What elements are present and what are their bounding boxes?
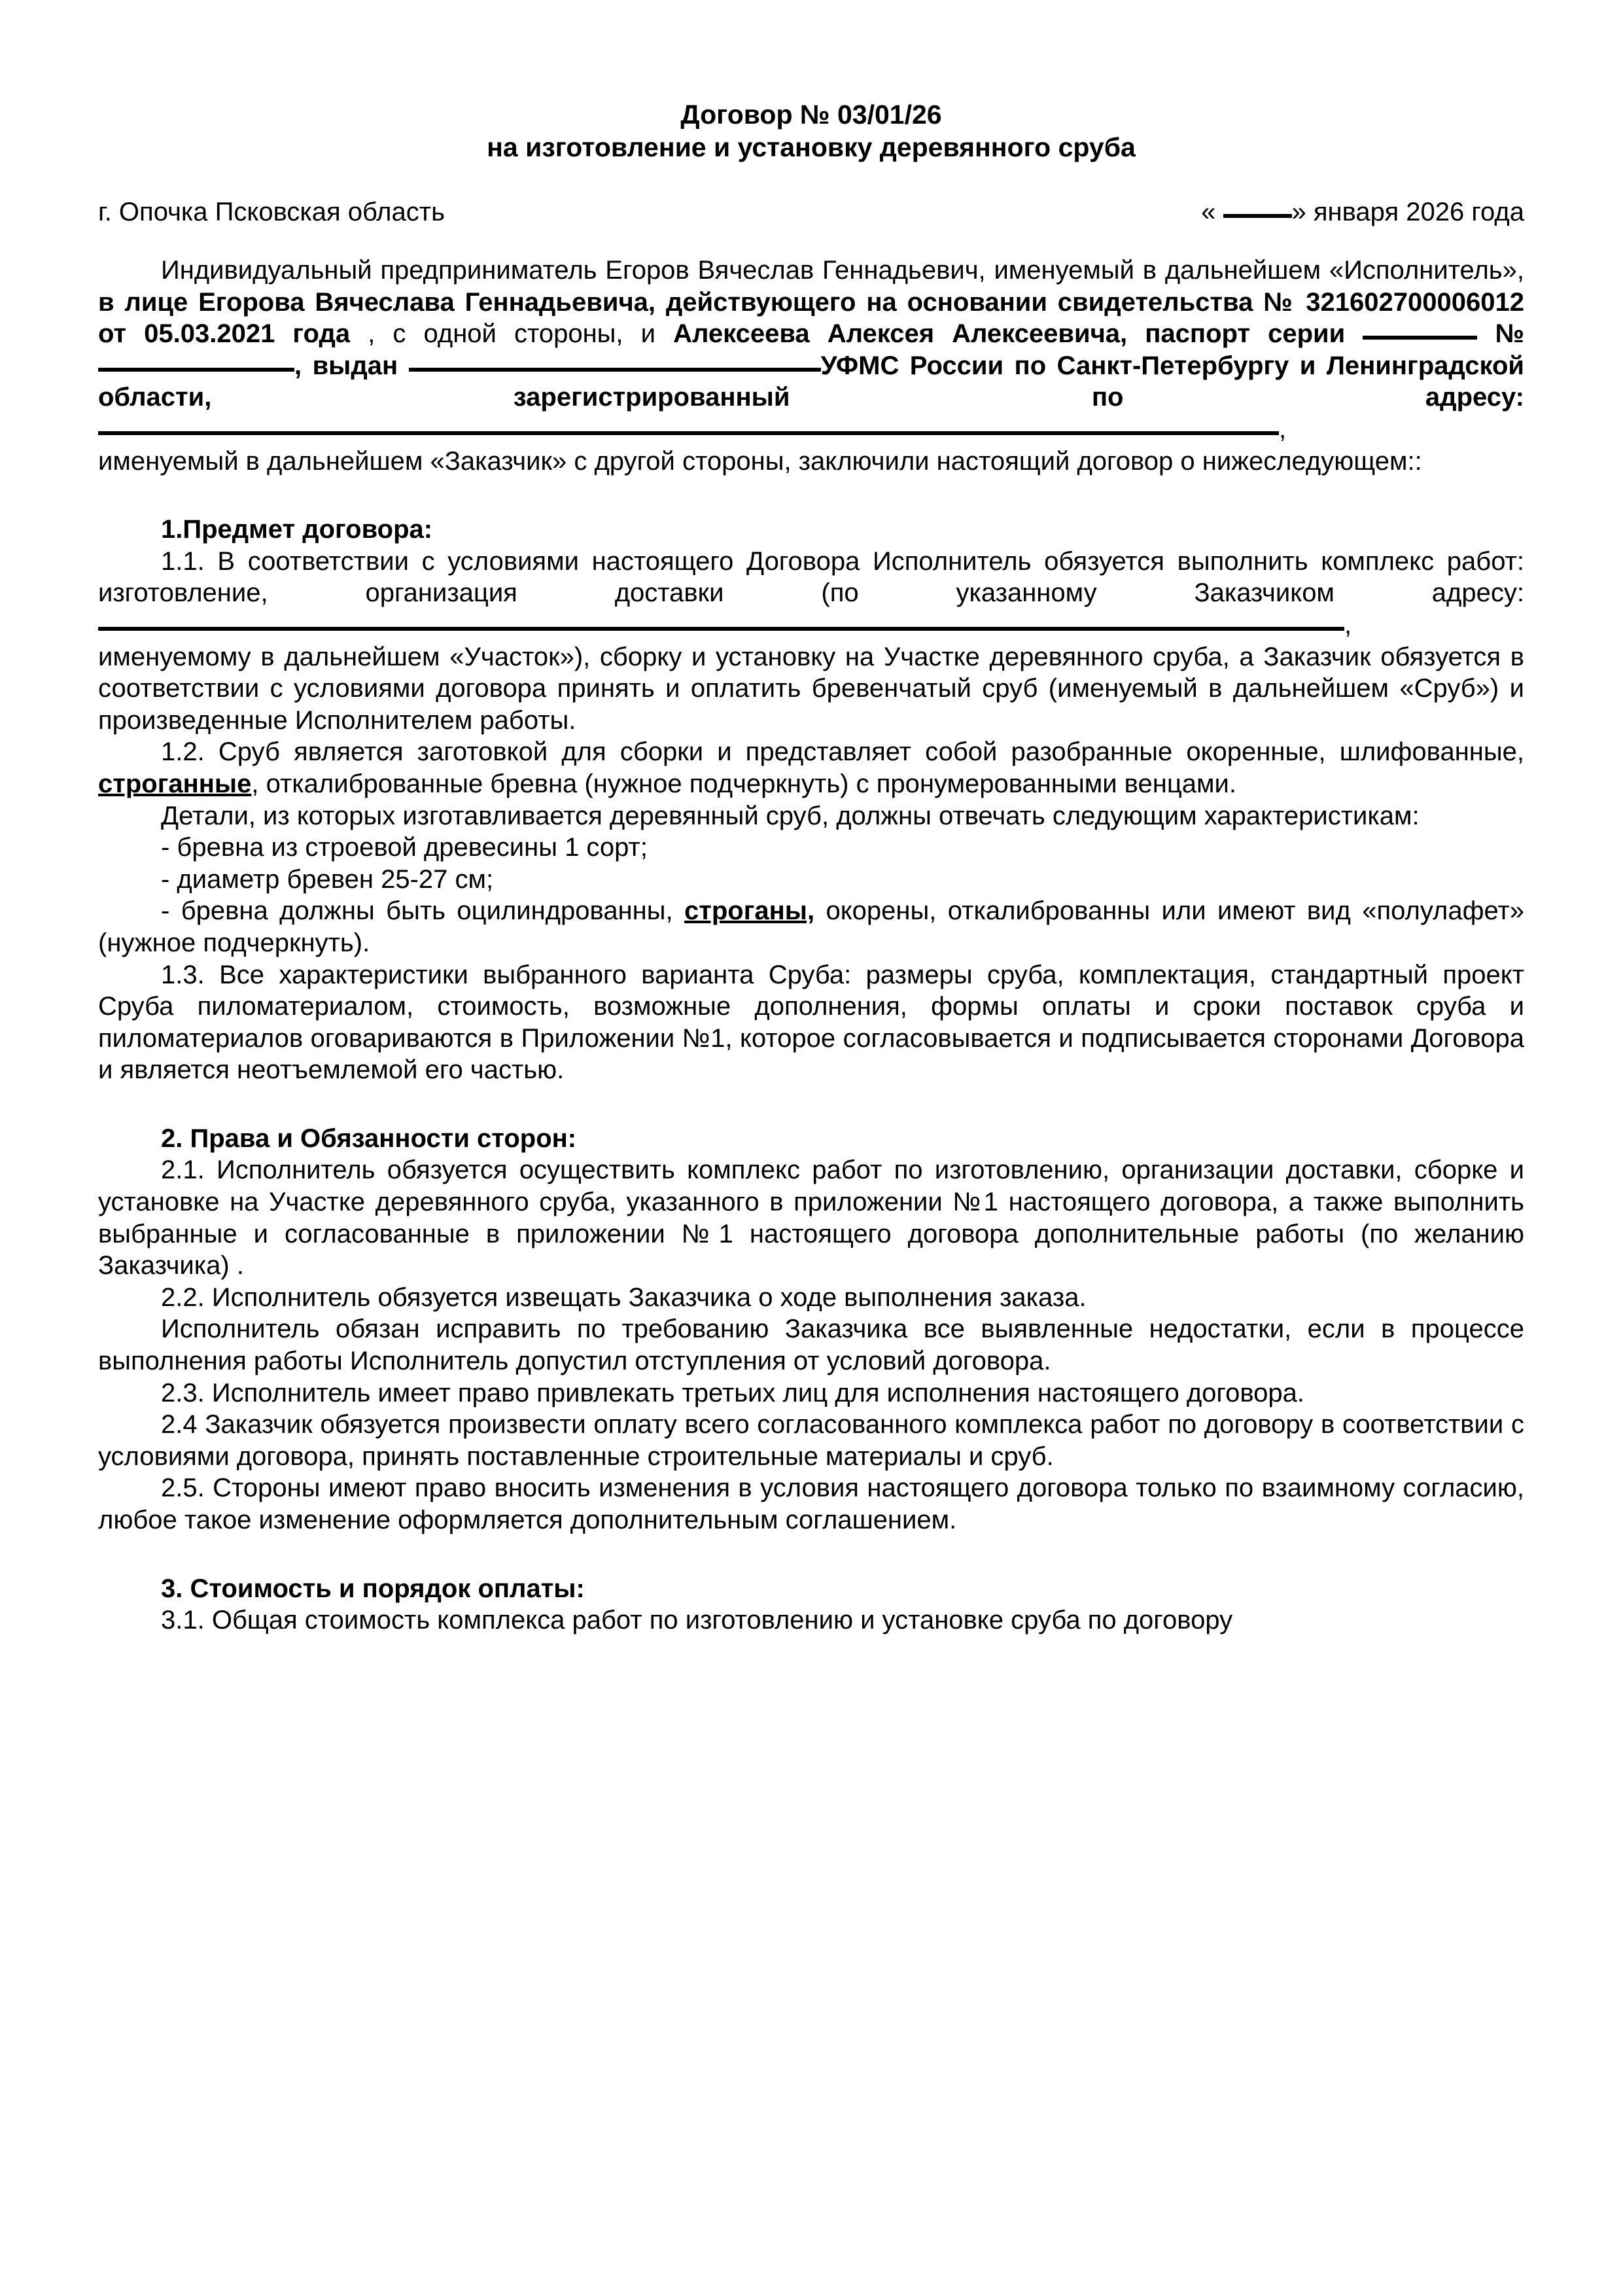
preamble-text-b-bold: в лице Егорова Вячеслава Геннадьевича, действующего на основании свидетельства № 321602700006012 от 05.03.2021 года bbox=[98, 287, 1524, 349]
date-prefix: « bbox=[1201, 198, 1223, 227]
date-day-blank[interactable] bbox=[1223, 214, 1292, 218]
passport-series-blank[interactable] bbox=[1363, 336, 1477, 340]
details-intro-paragraph: Детали, из которых изготавливается деревянный сруб, должны отвечать следующим характеристикам: bbox=[161, 801, 1420, 830]
date-suffix: » января 2026 года bbox=[1291, 198, 1524, 227]
document-body bbox=[98, 255, 1524, 1636]
spacer-after-meta bbox=[98, 227, 1524, 255]
registration-address-blank[interactable] bbox=[98, 431, 1279, 435]
detail-bullet-3 bbox=[98, 895, 1524, 959]
clause-1-2-emphasis-stroganye: строганные bbox=[98, 769, 252, 798]
clause-2-3: 2.3. Исполнитель имеет право привлекать третьих лиц для исполнения настоящего договора. bbox=[161, 1378, 1305, 1407]
preamble-number-sign: № bbox=[1495, 319, 1525, 349]
clause-1-1-continuation: именуемому в дальнейшем «Участок»), сборку и установку на Участке деревянного сруба, а Заказчик обязуется в соответствии с условиями договора принять и оплатить бревенчатый сруб (именуемый в дальнейшем «Сруб») и произведенные Исполнителем работы. bbox=[98, 642, 1524, 735]
preamble-paragraph bbox=[98, 255, 1524, 446]
clause-1-2-text-a: 1.2. Сруб является заготовкой для сборки и представляет собой разобранные окоренные, шлифованные, bbox=[161, 737, 1524, 767]
detail-bullet-3-emphasis-strogany: строганы, bbox=[684, 896, 815, 926]
clause-2-1: 2.1. Исполнитель обязуется осуществить комплекс работ по изготовлению, организации доставки, сборке и установке на Участке деревянного сруба, указанного в приложении №1 настоящего договора, а также выполнить выбранные и согласованные в приложении №1 настоящего договора дополнительные работы (по желанию Заказчика) . bbox=[98, 1156, 1524, 1280]
detail-bullet-2: - диаметр бревен 25-27 см; bbox=[161, 864, 494, 894]
place-and-date-row bbox=[98, 198, 1524, 227]
detail-bullet-3-text-c: окорены, откалиброванны или имеют вид «полулафет» (нужное подчеркнуть). bbox=[98, 896, 1524, 957]
preamble-paragraph-2: именуемый в дальнейшем «Заказчик» с другой стороны, заключили настоящий договор о нижеследующем:: bbox=[98, 446, 1422, 476]
clause-1-3: 1.3. Все характеристики выбранного варианта Сруба: размеры сруба, комплектация, стандартный проект Сруба пиломатериалом, стоимость, возможные дополнения, формы оплаты и сроки поставок сруба и пиломатериалов оговариваются в Приложении №1, которое согласовывается и подписывается сторонами Договора и является неотъемлемой его частью. bbox=[98, 960, 1524, 1085]
spacer-before-section-2 bbox=[98, 1086, 1524, 1123]
preamble-text-a: Индивидуальный предприниматель Егоров Вячеслав Геннадьевич, именуемый в дальнейшем «Исполнитель», bbox=[161, 256, 1524, 285]
detail-bullet-3-text-a: - бревна должны быть оцилиндрованны, bbox=[161, 896, 685, 926]
detail-bullet-1: - бревна из строевой древесины 1 сорт; bbox=[161, 833, 648, 862]
clause-2-4: 2.4 Заказчик обязуется произвести оплату всего согласованного комплекса работ по договору в соответствии с условиями договора, принять поставленные строительные материалы и сруб. bbox=[98, 1410, 1524, 1471]
clause-3-1: 3.1. Общая стоимость комплекса работ по изготовлению и установке сруба по договору bbox=[161, 1606, 1233, 1635]
clause-2-2: 2.2. Исполнитель обязуется извещать Заказчика о ходе выполнения заказа. bbox=[161, 1282, 1087, 1312]
preamble-text-f-bold: , выдан bbox=[294, 351, 398, 380]
preamble-text-d-bold: Алексеева Алексея Алексеевича, паспорт серии bbox=[673, 319, 1346, 349]
passport-number-blank[interactable] bbox=[98, 368, 294, 372]
clause-1-2 bbox=[98, 736, 1524, 800]
clause-2-5: 2.5. Стороны имеют право вносить изменения в условия настоящего договора только по взаимному согласию, любое такое изменение оформляется дополнительным соглашением. bbox=[98, 1474, 1524, 1534]
clause-1-1-comma: , bbox=[1344, 610, 1352, 639]
title-line-2: на изготовление и установку деревянного сруба bbox=[487, 132, 1136, 163]
section-1-heading: 1.Предмет договора: bbox=[161, 515, 433, 544]
place-of-signing: г. Опочка Псковская область bbox=[98, 198, 445, 227]
delivery-address-blank[interactable] bbox=[98, 627, 1344, 631]
clause-1-1 bbox=[98, 546, 1524, 641]
clause-1-1-text-a: 1.1. В соответствии с условиями настоящего Договора Исполнитель обязуется выполнить комплекс работ: изготовление, организация доставки (по указанному Заказчиком адресу: bbox=[98, 546, 1524, 608]
spacer-before-section-1 bbox=[98, 477, 1524, 514]
passport-issued-by-blank[interactable] bbox=[409, 368, 821, 372]
clause-1-2-text-c: , откалиброванные бревна (нужное подчеркнуть) с пронумерованными венцами. bbox=[251, 769, 1236, 798]
clause-2-2-continuation: Исполнитель обязан исправить по требованию Заказчика все выявленные недостатки, если в процессе выполнения работы Исполнитель допустил отступления от условий договора. bbox=[98, 1315, 1524, 1376]
date-of-signing bbox=[1201, 198, 1524, 227]
section-3-heading: 3. Стоимость и порядок оплаты: bbox=[161, 1574, 585, 1603]
section-2-heading: 2. Права и Обязанности сторон: bbox=[161, 1123, 577, 1153]
preamble-text-c: , с одной стороны, и bbox=[350, 319, 674, 349]
title-line-1: Договор № 03/01/26 bbox=[680, 99, 942, 130]
preamble-text-g-bold: УФМС России по Санкт-Петербургу и Ленинградской области, зарегистрированный по адресу: bbox=[98, 351, 1525, 412]
spacer-before-section-3 bbox=[98, 1536, 1524, 1573]
document-title bbox=[98, 98, 1524, 164]
preamble-text-h: , bbox=[1279, 415, 1287, 444]
